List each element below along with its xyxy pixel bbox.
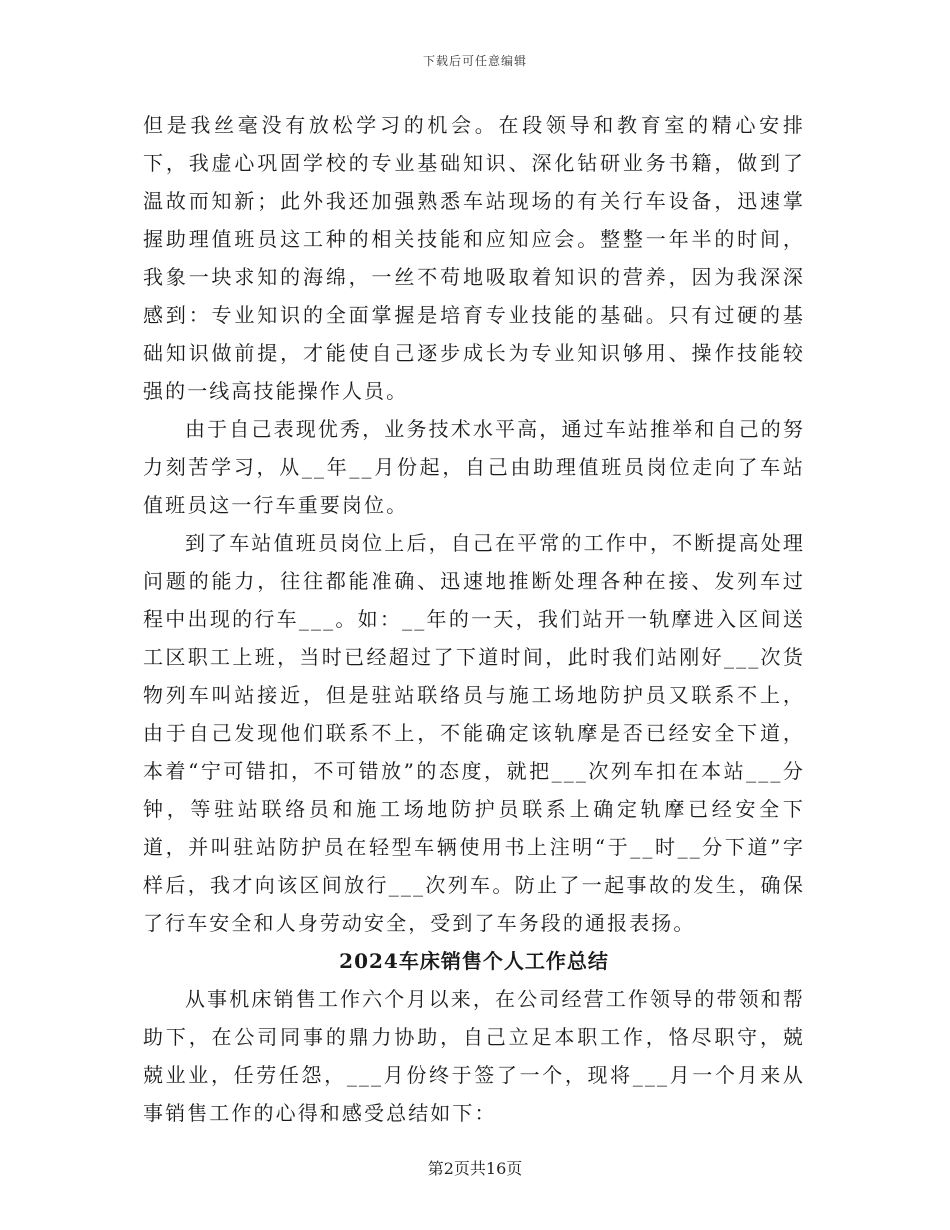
paragraph-continuation: 但是我丝毫没有放松学习的机会。在段领导和教育室的精心安排下，我虚心巩固学校的专业基础知识、深化钻研业务书籍，做到了温故而知新；此外我还加强熟悉车站现场的有关行车设备，迅速掌握助理值班员这工种的相关技能和应知应会。整整一年半的时间，我象一块求知的海绵，一丝不苟地吸取着知识的营养，因为我深深感到：专业知识的全面掌握是培育专业技能的基础。只有过硬的基础知识做前提，才能使自己逐步成长为专业知识够用、操作技能较强的一线高技能操作人员。 [143, 113, 805, 403]
paragraph-promotion: 由于自己表现优秀，业务技术水平高，通过车站推举和自己的努力刻苦学习，从__年__月份起，自己由助理值班员岗位走向了车站值班员这一行车重要岗位。 [143, 417, 805, 517]
page-header: 下载后可任意编辑 [422, 54, 527, 68]
section-title: 2024车床销售个人工作总结 [339, 949, 609, 973]
document-body [143, 106, 805, 1132]
paragraph-incident: 到了车站值班员岗位上后，自己在平常的工作中，不断提高处理问题的能力，往往都能准确、迅速地推断处理各种在接、发列车过程中出现的行车___。如：__年的一天，我们站开一轨摩进入区间送工区职工上班，当时已经超过了下道时间，此时我们站刚好___次货物列车叫站接近，但是驻站联络员与施工场地防护员又联系不上，由于自己发现他们联系不上，不能确定该轨摩是否已经安全下道，本着“宁可错扣，不可错放”的态度，就把___次列车扣在本站___分钟，等驻站联络员和施工场地防护员联系上确定轨摩已经安全下道，并叫驻站防护员在轻型车辆使用书上注明“于__时__分下道”字样后，我才向该区间放行___次列车。防止了一起事故的发生，确保了行车安全和人身劳动安全，受到了车务段的通报表扬。 [143, 531, 805, 935]
page-footer: 第2页共16页 [427, 1159, 523, 1178]
paragraph-sales-intro: 从事机床销售工作六个月以来，在公司经营工作领导的带领和帮助下，在公司同事的鼎力协助，自己立足本职工作，恪尽职守，兢兢业业，任劳任怨，___月份终于签了一个，现将___月一个月来从事销售工作的心得和感受总结如下： [143, 987, 805, 1125]
